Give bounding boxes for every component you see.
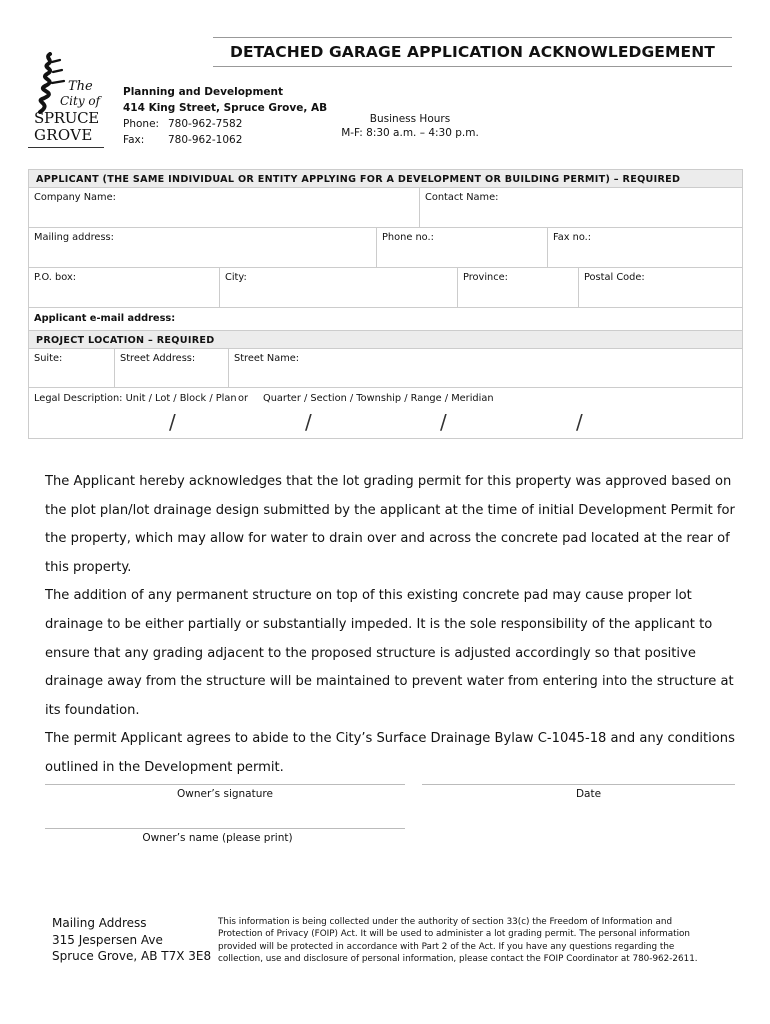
street-address-field[interactable]: Street Address: bbox=[115, 349, 229, 387]
postal-code-field[interactable]: Postal Code: bbox=[584, 272, 645, 283]
suite-field[interactable]: Suite: bbox=[29, 349, 115, 387]
mailing-address-field[interactable]: Mailing address: bbox=[29, 228, 377, 267]
legal-separator-1: / bbox=[169, 410, 176, 434]
phone-row bbox=[123, 116, 327, 132]
paragraph-permanent-structure: The addition of any permanent structure on top of this existing concrete pad may cause proper lot drainage to be either partially or substantially impeded. It is the sole responsibility of the applicant to ensure that any grading adjacent to the proposed structure is adjusted accordingly so that positive drainage away from the structure will be maintained to prevent water from entering into the structure at its foundation. bbox=[45, 588, 734, 718]
office-address: 414 King Street, Spruce Grove, AB bbox=[123, 102, 328, 114]
company-name-field[interactable]: Company Name: bbox=[29, 188, 420, 227]
logo-text-the: The bbox=[68, 79, 93, 94]
business-hours bbox=[335, 112, 485, 140]
business-hours-label: Business Hours bbox=[369, 113, 451, 125]
logo-text-spruce: SPRUCE bbox=[34, 109, 99, 127]
po-box-field[interactable]: P.O. box: bbox=[29, 268, 220, 307]
mailing-address-block bbox=[52, 915, 211, 965]
owner-name-line[interactable] bbox=[45, 828, 405, 829]
mailing-address-label: Mailing Address bbox=[52, 916, 147, 930]
fax-row bbox=[123, 132, 327, 148]
business-hours-value: M-F: 8:30 a.m. – 4:30 p.m. bbox=[341, 127, 479, 139]
legal-description-row[interactable] bbox=[29, 388, 742, 438]
phone-value: 780-962-7582 bbox=[168, 118, 243, 130]
department-name: Planning and Development bbox=[123, 86, 283, 98]
street-name-field[interactable]: Street Name: bbox=[234, 353, 300, 364]
phone-label: Phone: bbox=[123, 118, 160, 130]
paragraph-bylaw: The permit Applicant agrees to abide to the City’s Surface Drainage Bylaw C-1045-18 and any conditions outlined in the Development permit. bbox=[45, 731, 735, 775]
legal-separator-2: / bbox=[305, 410, 312, 434]
date-line[interactable] bbox=[422, 784, 735, 785]
document-title-bar bbox=[213, 37, 732, 67]
owner-signature-line[interactable] bbox=[45, 784, 405, 785]
application-form bbox=[28, 169, 743, 439]
legal-separator-4: / bbox=[576, 410, 583, 434]
owner-signature-label: Owner’s signature bbox=[177, 788, 273, 800]
legal-or-label: or bbox=[238, 393, 249, 404]
fax-value: 780-962-1062 bbox=[168, 134, 243, 146]
phone-no-field[interactable]: Phone no.: bbox=[377, 228, 548, 267]
paragraph-lot-grading: The Applicant hereby acknowledges that the lot grading permit for this property was approved based on the plot plan/lot drainage design submitted by the applicant at the time of initial Development Permit for the property, which may allow for water to drain over and across the concrete pad located at the rear of this property. bbox=[45, 474, 735, 575]
logo-divider bbox=[28, 147, 104, 148]
fax-no-field[interactable]: Fax no.: bbox=[553, 232, 592, 243]
fax-label: Fax: bbox=[123, 134, 145, 146]
city-field[interactable]: City: bbox=[220, 268, 458, 307]
applicant-email-field[interactable]: Applicant e-mail address: bbox=[34, 313, 176, 324]
date-label: Date bbox=[575, 788, 602, 800]
foip-notice: This information is being collected under the authority of section 33(c) the Freedom of Information and Protection of Privacy (FOIP) Act. It will be used to administer a lot grading permit. The personal information provided will be protected in accordance with Part 2 of the Act. If you have any questions regarding the collection, use and disclosure of personal information, please contact the FOIP Coordinator at 780-962-2611. bbox=[218, 917, 698, 964]
contact-name-field[interactable]: Contact Name: bbox=[425, 192, 499, 203]
city-logo bbox=[30, 50, 110, 150]
document-title: DETACHED GARAGE APPLICATION ACKNOWLEDGEMENT bbox=[230, 43, 715, 61]
office-info bbox=[123, 84, 327, 148]
legal-separator-3: / bbox=[440, 410, 447, 434]
owner-name-label: Owner’s name (please print) bbox=[142, 832, 293, 844]
quarter-section-label: Quarter / Section / Township / Range / Meridian bbox=[263, 393, 494, 404]
acknowledgement-text bbox=[45, 468, 735, 783]
logo-text-grove: GROVE bbox=[34, 126, 93, 144]
mailing-address-line1: 315 Jespersen Ave bbox=[52, 932, 163, 947]
province-field[interactable]: Province: bbox=[458, 268, 579, 307]
mailing-address-line2: Spruce Grove, AB T7X 3E8 bbox=[52, 949, 212, 963]
legal-description-label: Legal Description: Unit / Lot / Block / Plan bbox=[34, 393, 237, 404]
logo-text-city-of: City of bbox=[60, 94, 101, 108]
applicant-section-heading: APPLICANT (THE SAME INDIVIDUAL OR ENTITY APPLYING FOR A DEVELOPMENT OR BUILDING PERMIT) – REQUIRED bbox=[29, 170, 742, 188]
project-section-heading: PROJECT LOCATION – REQUIRED bbox=[29, 331, 742, 349]
